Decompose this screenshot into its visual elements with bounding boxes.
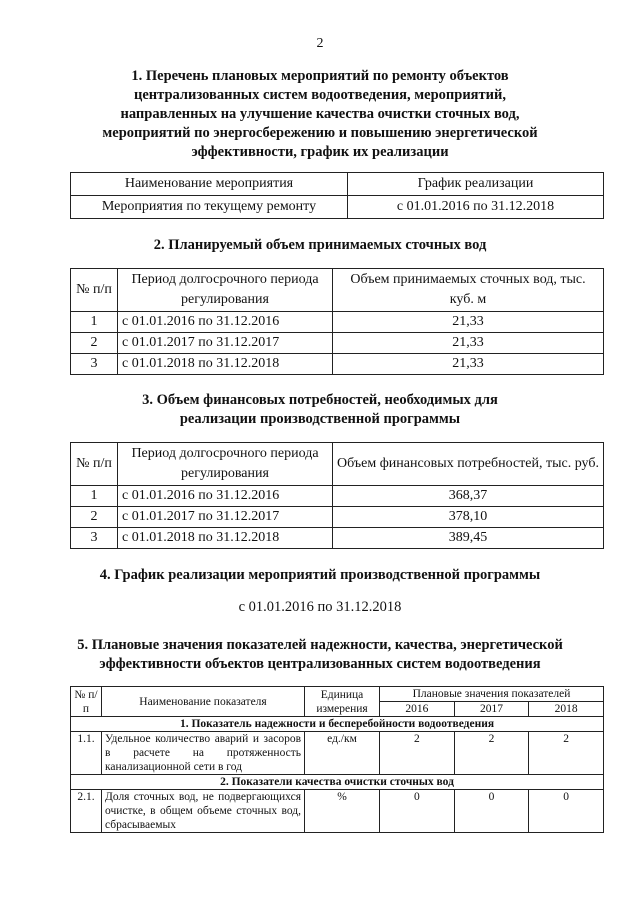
heading-line: мероприятий по энергосбережению и повышению энергетической: [102, 125, 538, 141]
header-cell: Период долгосрочного периода регулирования: [118, 443, 333, 486]
table-cell: 2: [71, 333, 118, 354]
table-cell: с 01.01.2018 по 31.12.2018: [118, 528, 333, 549]
heading-line: эффективности, график их реализации: [191, 144, 449, 160]
heading-line: 1. Перечень плановых мероприятий по ремонту объектов: [131, 68, 509, 84]
table-row: [71, 732, 604, 775]
heading-line: реализации производственной программы: [179, 411, 461, 427]
table-cell-value: 0: [380, 790, 455, 833]
table-cell-num: 2.1.: [71, 790, 102, 833]
table-cell-value: 0: [529, 790, 604, 833]
header-cell-year: 2018: [529, 702, 604, 717]
header-cell-planned: Плановые значения показателей: [380, 687, 604, 702]
table-cell-value: 0: [454, 790, 529, 833]
page-number: 2: [316, 36, 324, 51]
table-header-row: [71, 269, 604, 312]
indicators-table: [70, 686, 604, 833]
group-row: [71, 775, 604, 790]
table-cell: с 01.01.2016 по 31.12.2016: [118, 486, 333, 507]
heading-line: направленных на улучшение качества очистки сточных вод,: [120, 106, 520, 122]
heading-line: 5. Плановые значения показателей надежности, качества, энергетической: [77, 637, 563, 653]
table-cell: 21,33: [333, 354, 604, 375]
header-cell: Объем финансовых потребностей, тыс. руб.: [333, 443, 604, 486]
table-cell: 2: [71, 507, 118, 528]
table-cell-name: Удельное количество аварий и засоров в расчете на протяженность канализационной сети в год: [102, 732, 305, 775]
table-row: [71, 790, 604, 833]
header-cell: Период долгосрочного периода регулирования: [118, 269, 333, 312]
table-cell-name: Доля сточных вод, не подвергающихся очистке, в общем объеме сточных вод, сбрасываемых: [102, 790, 305, 833]
table-row: [71, 196, 604, 219]
section5-heading: [0, 636, 640, 674]
table-cell: с 01.01.2017 по 31.12.2017: [118, 333, 333, 354]
table-cell-unit: ед./км: [305, 732, 380, 775]
table-row: [71, 312, 604, 333]
table-cell-unit: %: [305, 790, 380, 833]
heading-line: 3. Объем финансовых потребностей, необходимых для: [142, 392, 498, 408]
table-cell: 21,33: [333, 312, 604, 333]
group-title: 2. Показатели качества очистки сточных вод: [71, 775, 604, 790]
section4-period: с 01.01.2016 по 31.12.2018: [238, 599, 402, 615]
table-cell: 3: [71, 354, 118, 375]
table-cell-value: 2: [529, 732, 604, 775]
table-header-row: [71, 687, 604, 702]
table-header-row: [71, 173, 604, 196]
header-cell: Объем принимаемых сточных вод, тыс. куб. м: [333, 269, 604, 312]
table-cell: Мероприятия по текущему ремонту: [71, 196, 348, 219]
table-cell: с 01.01.2016 по 31.12.2016: [118, 312, 333, 333]
header-cell: График реализации: [348, 173, 604, 196]
table-row: [71, 486, 604, 507]
table-row: [71, 333, 604, 354]
header-cell: Наименование мероприятия: [71, 173, 348, 196]
table-cell-num: 1.1.: [71, 732, 102, 775]
table-cell-value: 2: [454, 732, 529, 775]
table-cell: 21,33: [333, 333, 604, 354]
activities-table: [70, 172, 604, 219]
heading-line: эффективности объектов централизованных систем водоотведения: [99, 656, 541, 672]
table-cell-value: 2: [380, 732, 455, 775]
header-cell: № п/п: [71, 443, 118, 486]
section2-heading: 2. Планируемый объем принимаемых сточных вод: [153, 237, 487, 253]
table-cell: с 01.01.2017 по 31.12.2017: [118, 507, 333, 528]
heading-line: централизованных систем водоотведения, мероприятий,: [134, 87, 506, 103]
header-cell-year: 2016: [380, 702, 455, 717]
table-cell: с 01.01.2018 по 31.12.2018: [118, 354, 333, 375]
table-cell: 368,37: [333, 486, 604, 507]
table-cell: 389,45: [333, 528, 604, 549]
table-header-row: [71, 443, 604, 486]
table-cell: 1: [71, 486, 118, 507]
header-cell: № п/п: [71, 269, 118, 312]
wastewater-volume-table: [70, 268, 604, 375]
header-cell-year: 2017: [454, 702, 529, 717]
header-cell-name: Наименование показателя: [102, 687, 305, 717]
table-row: [71, 354, 604, 375]
group-title: 1. Показатель надежности и бесперебойности водоотведения: [71, 717, 604, 732]
section3-heading: [0, 391, 640, 429]
table-row: [71, 528, 604, 549]
table-cell: с 01.01.2016 по 31.12.2018: [348, 196, 604, 219]
table-cell: 378,10: [333, 507, 604, 528]
group-row: [71, 717, 604, 732]
table-row: [71, 507, 604, 528]
header-cell-unit: Единица измерения: [305, 687, 380, 717]
header-cell-num: № п/п: [71, 687, 102, 717]
section4-heading: 4. График реализации мероприятий производственной программы: [99, 567, 541, 583]
table-cell: 3: [71, 528, 118, 549]
table-cell: 1: [71, 312, 118, 333]
section1-heading: [0, 67, 640, 162]
financial-needs-table: [70, 442, 604, 549]
